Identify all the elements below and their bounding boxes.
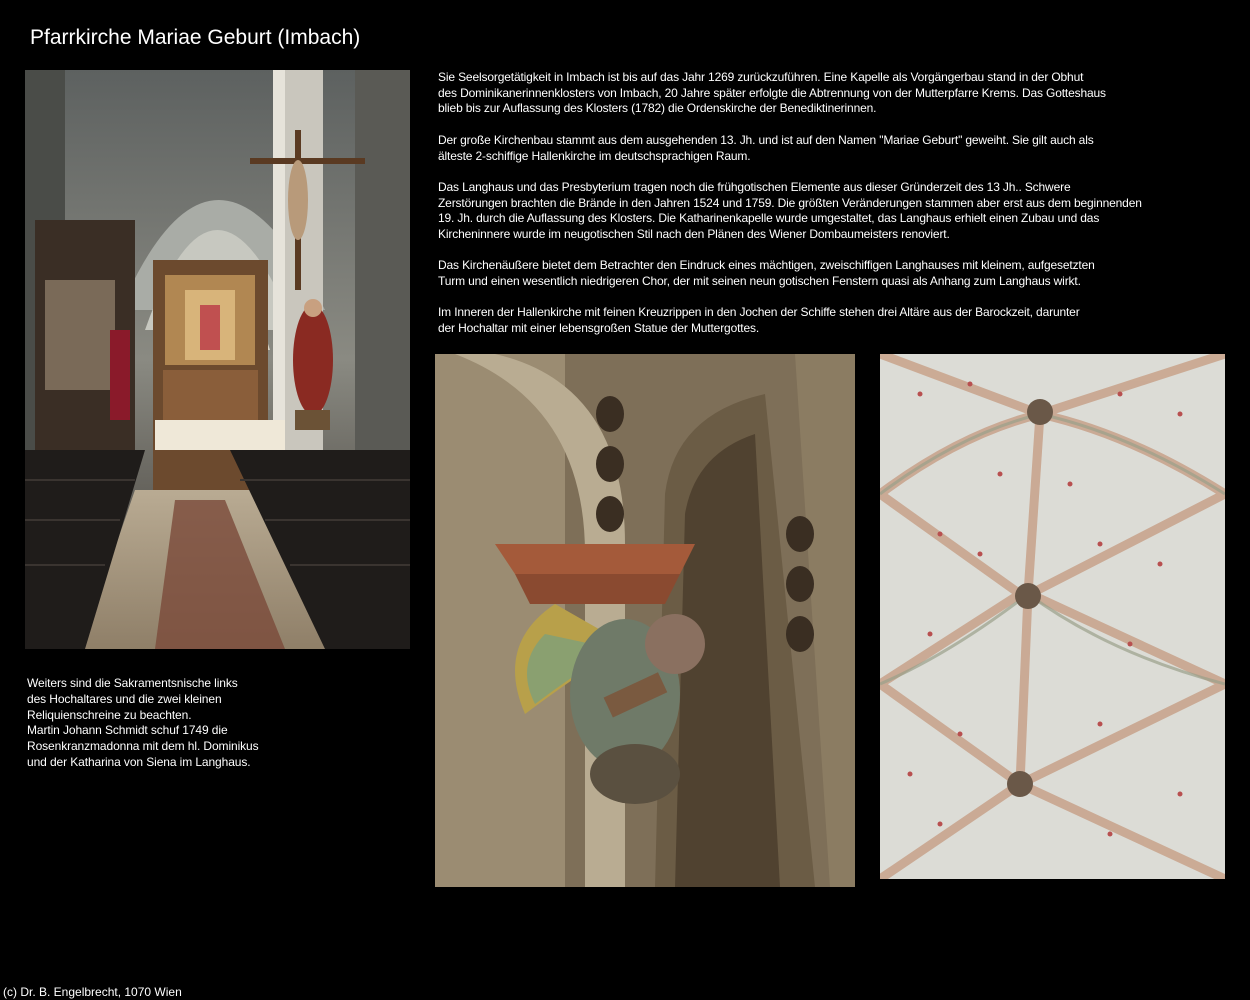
caption-text: Weiters sind die Sakramentsnische links des Hochaltares und die zwei kleinen Reliquienschreine zu beachten. Martin Johann Schmidt schuf 1749 die Rosenkranzmadonna mit dem hl. Dominikus und der Katharina von Siena im Langhaus. <box>27 676 259 769</box>
photo-vault-ceiling[interactable] <box>880 354 1225 879</box>
photo-angel-corbel[interactable] <box>435 354 855 887</box>
photo-church-nave[interactable] <box>25 70 410 649</box>
page-title: Pfarrkirche Mariae Geburt (Imbach) <box>30 26 361 49</box>
description-paragraph: Der große Kirchenbau stammt aus dem ausgehenden 13. Jh. und ist auf den Namen "Mariae Geburt" geweiht. Sie gilt auch als älteste 2-schiffige Hallenkirche im deutschsprachigen Raum. <box>438 132 1094 163</box>
description-text <box>438 70 1228 353</box>
description-paragraph: Das Kirchenäußere bietet dem Betrachter den Eindruck eines mächtigen, zweischiffigen Langhauses mit kleinem, aufgesetzten Turm und einen wesentlich niedrigeren Chor, der mit seinen neun gotischen Fenstern quasi als Anhang zum Langhaus wirkt. <box>438 258 1095 289</box>
copyright-notice: (c) Dr. B. Engelbrecht, 1070 Wien <box>3 985 182 999</box>
description-paragraph: Das Langhaus und das Presbyterium tragen noch die frühgotischen Elemente aus dieser Gründerzeit des 13 Jh.. Schwere Zerstörungen brachten die Brände in den Jahren 1524 und 1759. Die größten Veränderungen stammen aber erst aus dem beginnenden 19. Jh. durch die Auflassung des Klosters. Die Katharinenkapelle wurde umgestaltet, das Langhaus erhielt einen Zubau und das Kircheninnere wurde im neugotischen Stil nach den Plänen des Wiener Dombaumeisters renoviert. <box>438 179 1142 241</box>
description-paragraph: Im Inneren der Hallenkirche mit feinen Kreuzrippen in den Jochen der Schiffe stehen drei Altäre aus der Barockzeit, darunter der Hochaltar mit einer lebensgroßen Statue der Muttergottes. <box>438 305 1080 336</box>
description-paragraph: Sie Seelsorgetätigkeit in Imbach ist bis auf das Jahr 1269 zurückzuführen. Eine Kapelle als Vorgängerbau stand in der Obhut des Dominikanerinnenklosters von Imbach, 20 Jahre später erfolgte die Abtrennung von der Mutterpfarre Krems. Das Gotteshaus blieb bis zur Auflassung des Klosters (1782) die Ordenskirche der Benediktinerinnen. <box>438 70 1106 116</box>
